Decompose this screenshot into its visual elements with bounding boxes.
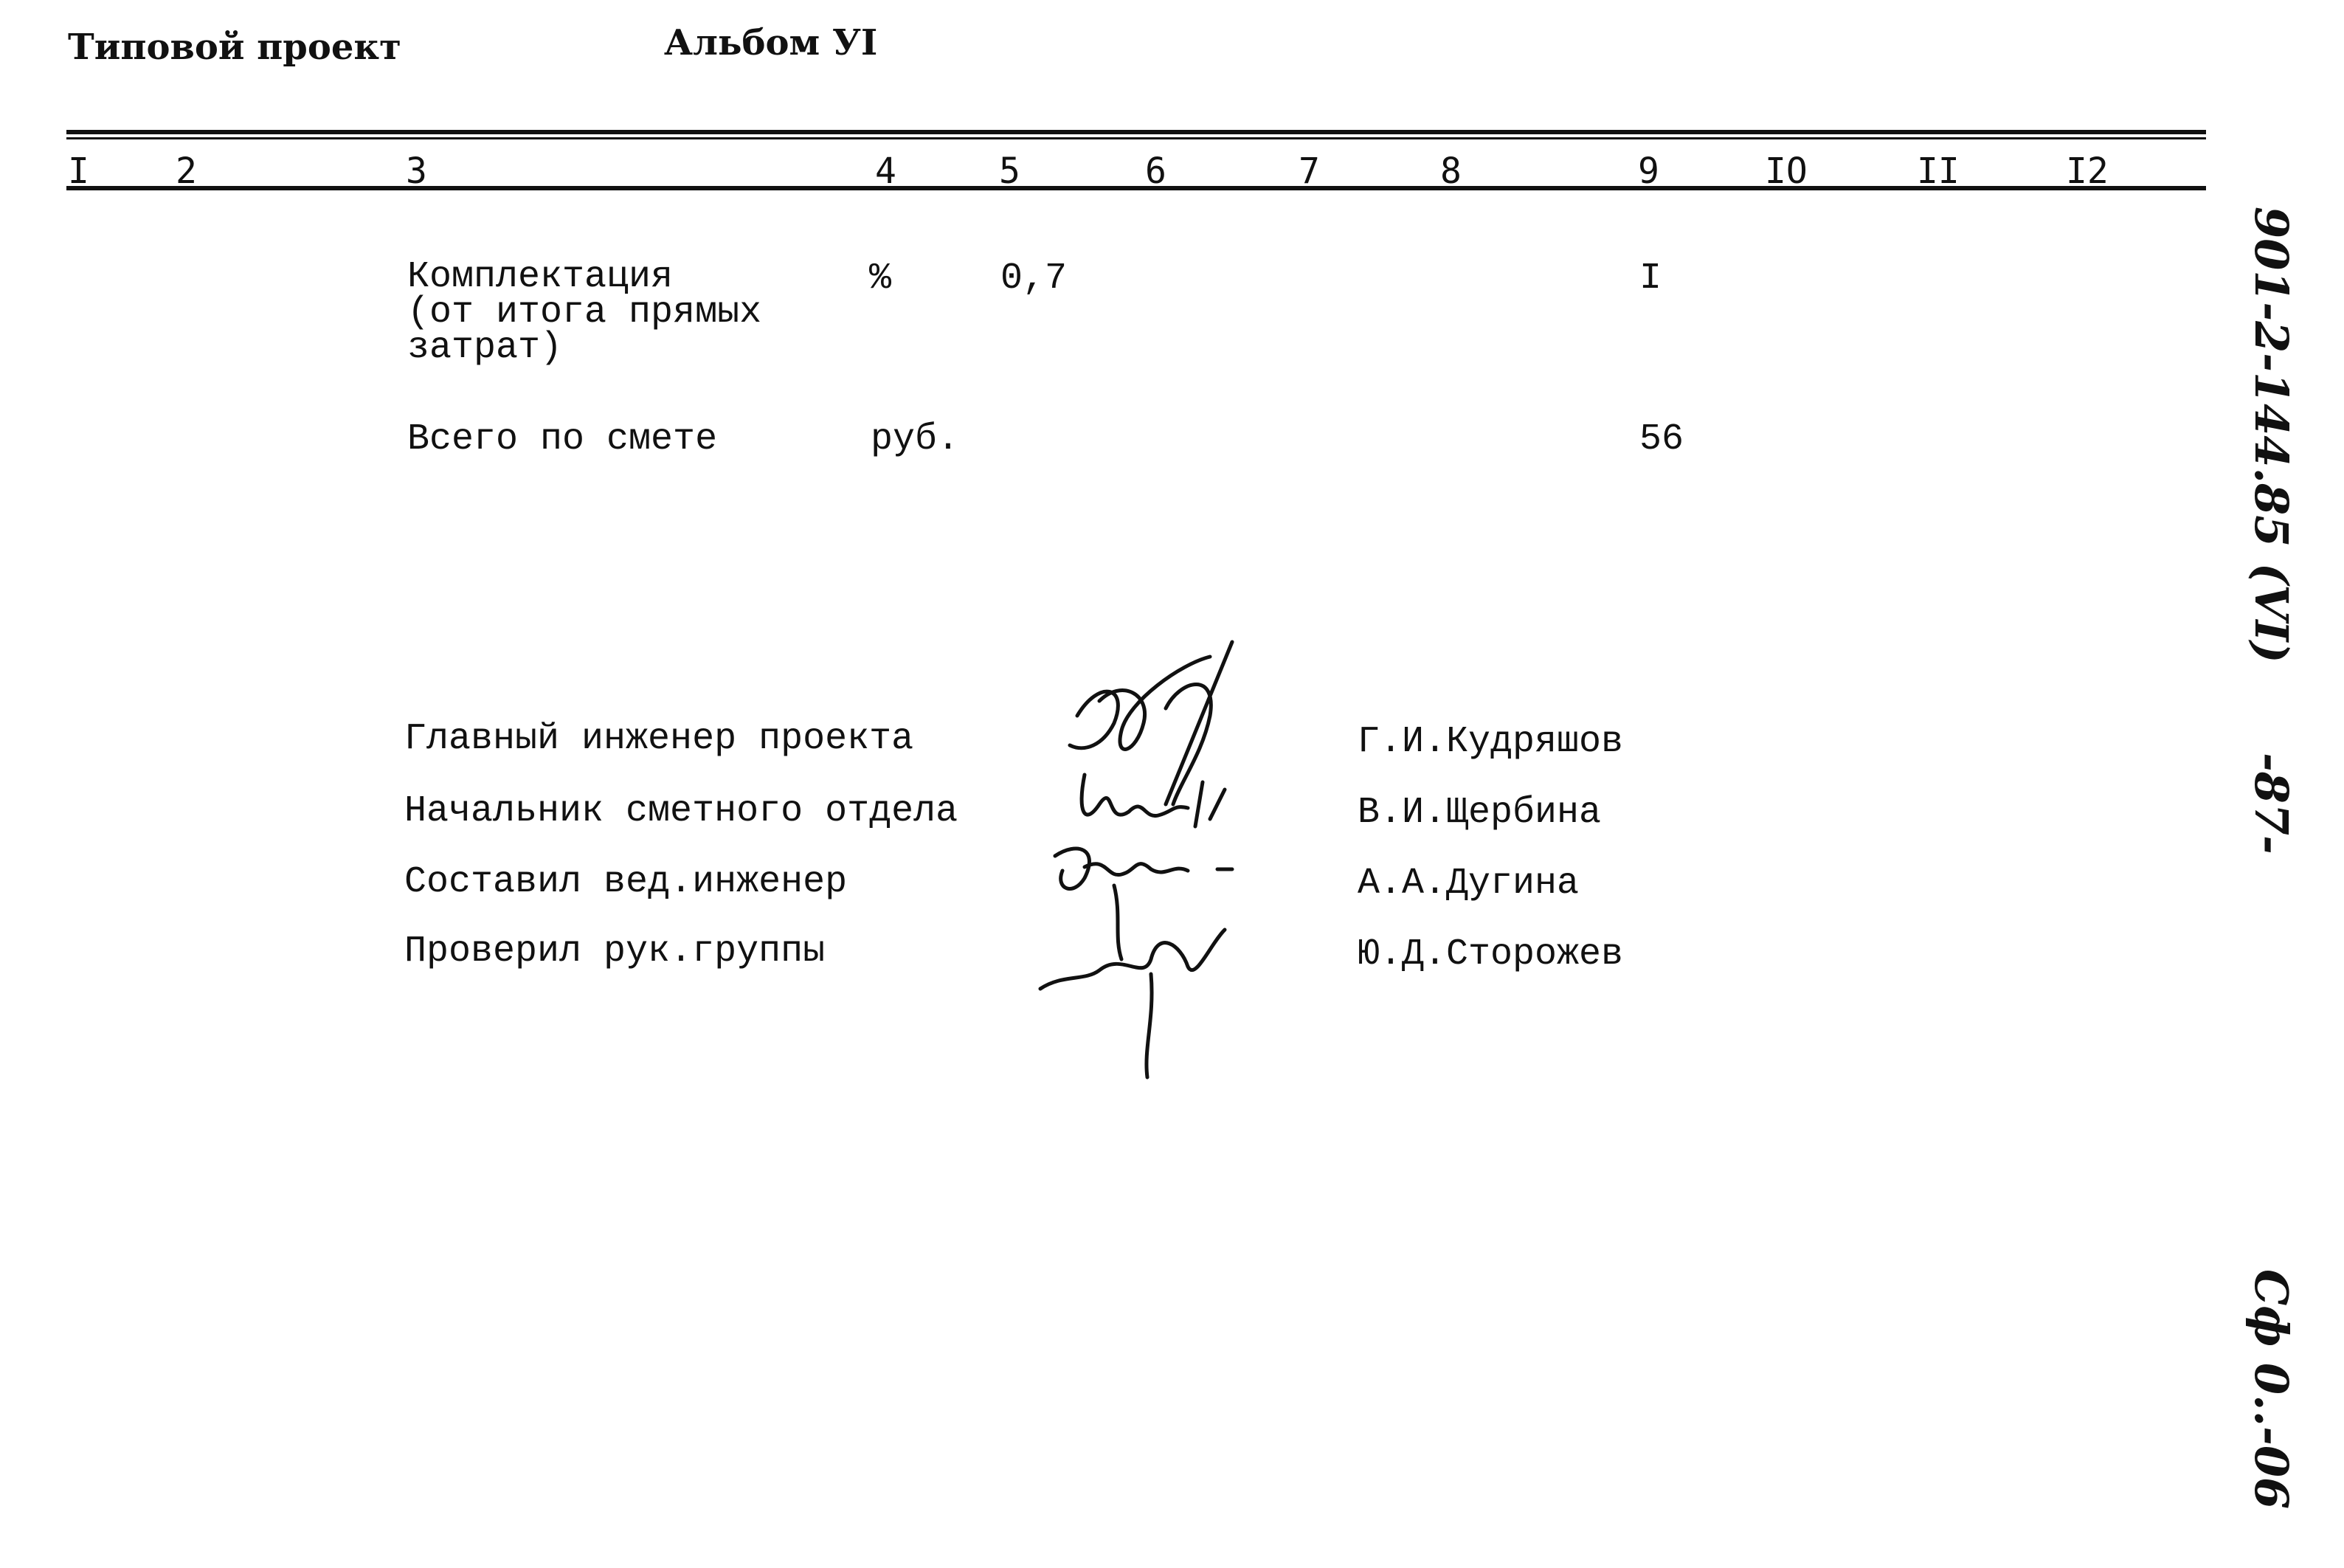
handwritten-signatures (1033, 635, 1299, 1092)
table-cell-col5: 0,7 (1000, 258, 1068, 300)
signature-person: В.И.Щербина (1358, 792, 1602, 834)
table-row-unit: % (869, 258, 892, 300)
margin-stamp: Сф 0..-06 (2244, 1269, 2298, 1510)
signature-role: Начальник сметного отдела (404, 790, 958, 832)
column-number: II (1917, 151, 1960, 192)
column-number: 9 (1638, 151, 1659, 192)
table-cell-col9: 56 (1639, 418, 1684, 460)
column-numbers-rule (66, 186, 2206, 190)
margin-doc-code: 901-2-144.85 (VI) (2244, 207, 2298, 663)
signature-role: Проверил рук.группы (404, 930, 826, 973)
column-number: 2 (176, 151, 197, 192)
column-number: 7 (1299, 151, 1320, 192)
signature-person: А.А.Дугина (1358, 863, 1580, 905)
column-number: 3 (406, 151, 427, 192)
project-label: Типовой проект (68, 27, 401, 68)
column-number: I2 (2066, 151, 2109, 192)
column-number: 4 (875, 151, 896, 192)
column-number: I (68, 151, 89, 192)
column-number: 6 (1145, 151, 1166, 192)
table-cell-col9: I (1639, 258, 1662, 300)
table-row-unit: руб. (871, 418, 960, 460)
signature-person: Ю.Д.Сторожев (1358, 933, 1624, 975)
column-number: IO (1765, 151, 1808, 192)
table-row-name: Всего по смете (407, 418, 718, 460)
column-number: 8 (1440, 151, 1462, 192)
album-label: Альбом УI (664, 22, 878, 63)
table-top-rule (66, 130, 2206, 134)
table-row-name: Комплектация (от итога прямых затрат) (407, 256, 762, 369)
signature-person: Г.И.Кудряшов (1358, 721, 1624, 763)
table-top-rule-thin (66, 137, 2206, 139)
margin-page-number: -87- (2244, 753, 2298, 854)
column-number: 5 (999, 151, 1020, 192)
signature-role: Составил вед.инженер (404, 861, 848, 903)
signature-role: Главный инженер проекта (404, 718, 914, 760)
